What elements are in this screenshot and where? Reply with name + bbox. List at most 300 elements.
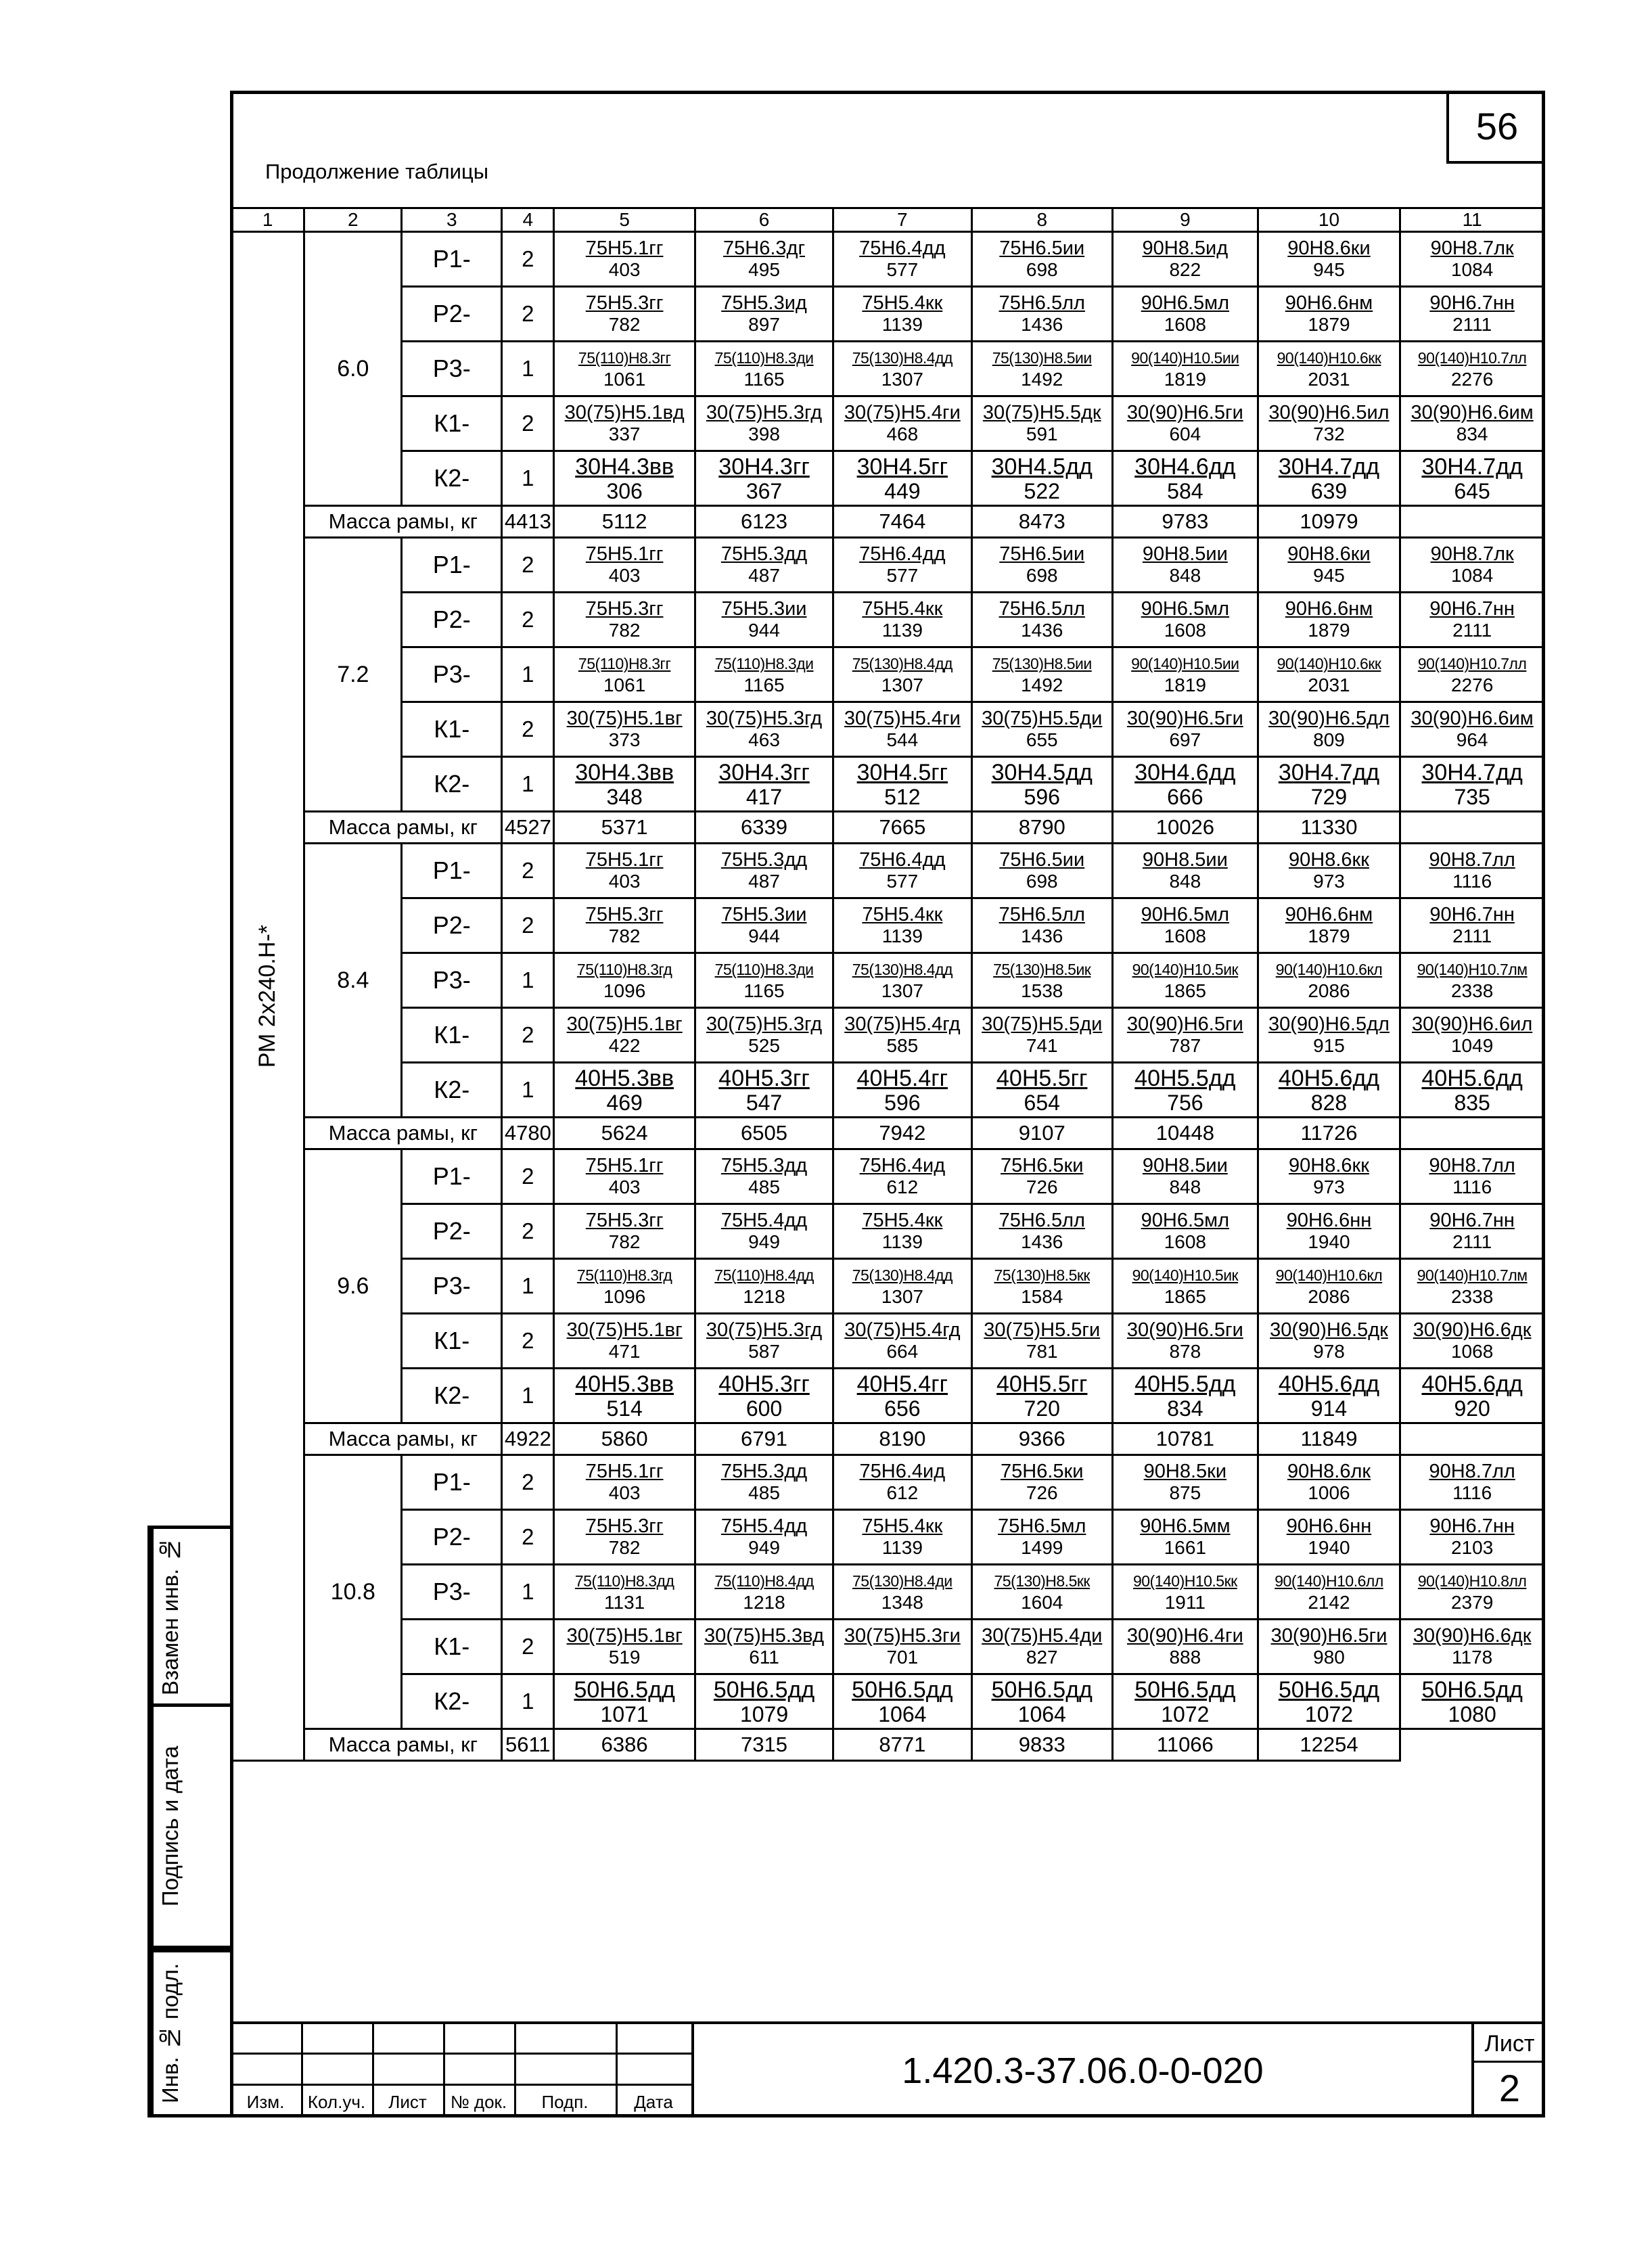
element-mark: 90(140)Н10.6лл [1275,1572,1383,1590]
element-mass: 1049 [1450,1035,1494,1056]
table-row [231,1565,1544,1620]
element-label: Р1- [402,538,502,593]
value-cell [1400,232,1544,287]
element-mark: 30Н4.3гг [718,454,810,480]
span-cell: 8.4 [304,844,402,1118]
element-mark: 30(75)Н5.5ди [982,708,1103,729]
element-mass: 782 [608,314,641,335]
element-label: К1- [402,1314,502,1369]
span-cell: 10.8 [304,1455,402,1729]
mass-value: 11066 [1112,1729,1258,1761]
element-mark: 75Н6.5мл [998,1515,1086,1537]
element-mass: 828 [1310,1091,1348,1115]
element-qty: 2 [502,232,554,287]
element-mass: 422 [608,1035,641,1056]
element-mark: 90(140)Н10.6кк [1277,349,1381,367]
element-mass: 1116 [1452,871,1492,892]
element-label: Р2- [402,898,502,953]
element-label: К2- [402,1674,502,1729]
table-row [231,1455,1544,1510]
element-mark: 90Н6.5мл [1141,1210,1230,1231]
element-mark: 75Н6.5ии [999,543,1085,565]
value-cell [971,1008,1112,1063]
element-mark: 40Н5.6дд [1421,1371,1523,1397]
value-cell [1400,1314,1544,1369]
element-mark: 75(130)Н8.4дд [852,655,953,672]
element-mark: 75Н6.3дг [723,237,806,259]
table-row [231,396,1544,451]
element-mass: 1116 [1452,1482,1492,1503]
element-mark: 40Н5.5дд [1134,1371,1236,1397]
value-cell [833,451,971,506]
element-mark: 40Н5.3вв [575,1371,674,1397]
header-cell: 10 [1258,208,1400,232]
value-cell [1112,702,1258,757]
value-cell [833,1063,971,1118]
table-row [231,647,1544,702]
value-cell [695,1674,833,1729]
element-mass: 945 [1313,259,1345,280]
element-mass: 525 [748,1035,780,1056]
element-mark: 40Н5.6дд [1278,1066,1380,1091]
element-mark: 50Н6.5дд [1278,1677,1380,1703]
element-mass: 348 [606,785,643,809]
mass-label: Масса рамы, кг [304,506,502,538]
element-mass: 1079 [739,1702,789,1726]
mass-label: Масса рамы, кг [304,1118,502,1149]
header-cell: 7 [833,208,971,232]
element-mass: 1492 [1021,674,1063,695]
sheet-number: 2 [1498,2067,1521,2109]
value-cell [1258,232,1400,287]
element-mark: 30(75)Н5.1вг [566,708,683,729]
element-mark: 90Н6.7нн [1429,1210,1515,1231]
table-caption: Продолжение таблицы [265,160,488,183]
element-mass: 978 [1313,1341,1345,1362]
element-mass: 697 [1169,729,1201,750]
element-mass: 1061 [603,674,646,695]
value-cell [1112,1455,1258,1510]
element-mark: 75Н6.5ки [1001,1155,1084,1176]
element-mark: 75(110)Н8.3гд [576,1266,672,1284]
element-mass: 827 [1026,1647,1058,1668]
element-mass: 600 [745,1396,783,1421]
element-mass: 367 [745,479,783,503]
value-cell [695,1259,833,1314]
element-mass: 664 [886,1341,919,1362]
title-block [230,2021,1545,2117]
element-mass: 848 [1169,1176,1201,1197]
element-mark: 30(75)Н5.1вг [566,1625,683,1647]
element-mass: 1218 [743,1286,785,1307]
table-row [231,451,1544,506]
element-mark: 30(75)Н5.5ги [984,1319,1101,1341]
value-cell [695,1455,833,1510]
element-mark: 90Н6.6нм [1285,904,1373,925]
element-mass: 1139 [881,925,923,946]
element-mark: 30(90)Н6.6им [1410,708,1534,729]
element-mark: 90(140)Н10.5ии [1131,655,1239,672]
element-mass: 1165 [743,674,785,695]
mass-value: 4780 [502,1118,554,1149]
value-cell [971,1314,1112,1369]
element-mark: 30(75)Н5.3гд [706,708,823,729]
element-mass: 645 [1454,479,1490,503]
element-mark: 90(140)Н10.7лм [1417,961,1528,978]
element-label: Р3- [402,953,502,1008]
mass-value: 6791 [695,1423,833,1455]
element-mass: 698 [1026,259,1058,280]
element-mark: 90Н6.7нн [1429,598,1515,620]
value-cell [1258,1565,1400,1620]
element-mass: 1307 [881,1286,923,1307]
element-label: К2- [402,451,502,506]
table-row [231,1063,1544,1118]
element-mark: 30(90)Н6.6им [1410,402,1534,423]
mass-row [231,1729,1544,1761]
element-mark: 75Н5.1гг [585,1155,664,1176]
element-mark: 30(90)Н6.5ги [1126,708,1243,729]
mass-value: 10448 [1112,1118,1258,1149]
element-mass: 720 [1024,1396,1060,1421]
value-cell [695,593,833,647]
value-cell [554,1565,695,1620]
element-mass: 1072 [1304,1702,1354,1726]
value-cell [695,1008,833,1063]
element-mark: 75(130)Н8.4дд [852,961,953,978]
value-cell [554,1314,695,1369]
element-mass: 1072 [1161,1702,1210,1726]
element-mark: 30Н4.5дд [991,760,1093,785]
value-cell [554,451,695,506]
element-mass: 781 [1026,1341,1058,1362]
value-cell [695,844,833,898]
table-row [231,538,1544,593]
element-mark: 90Н8.7лк [1430,543,1514,565]
value-cell [971,953,1112,1008]
element-mark: 40Н5.3гг [718,1371,810,1397]
element-mass: 2086 [1308,980,1350,1001]
value-cell [971,1149,1112,1204]
value-cell [833,1674,971,1729]
value-cell [1400,1063,1544,1118]
value-cell [971,287,1112,342]
element-mark: 30Н4.7дд [1421,760,1523,785]
element-mass: 1436 [1021,620,1063,641]
value-cell [1400,702,1544,757]
value-cell [695,953,833,1008]
element-mass: 1139 [881,620,923,641]
value-cell [1400,396,1544,451]
mass-value: 9833 [971,1729,1112,1761]
mass-label: Масса рамы, кг [304,1729,502,1761]
element-mass: 2086 [1308,1286,1350,1307]
element-mass: 1911 [1164,1592,1206,1613]
element-mass: 468 [886,423,919,444]
element-mass: 512 [884,785,921,809]
table-row [231,593,1544,647]
value-cell [1112,342,1258,396]
element-mark: 90Н8.5ии [1142,1155,1228,1176]
element-mark: 90(140)Н10.7лл [1417,349,1527,367]
element-mark: 30Н4.3вв [575,454,674,480]
value-cell [1112,1674,1258,1729]
element-qty: 2 [502,1455,554,1510]
element-mass: 1096 [603,1286,646,1307]
element-label: Р3- [402,342,502,396]
element-mark: 90Н8.6ки [1287,543,1371,565]
value-cell [833,1314,971,1369]
element-mark: 30(75)Н5.3гд [706,1013,823,1035]
mass-value: 8790 [971,812,1112,844]
sheet-label: Лист [1484,2031,1535,2057]
mass-value: 5624 [554,1118,695,1149]
header-cell: 3 [402,208,502,232]
element-mass: 2276 [1450,369,1494,390]
element-mass: 1608 [1164,620,1206,641]
value-cell [833,593,971,647]
element-mark: 90Н6.6нм [1285,292,1373,314]
element-mass: 577 [886,565,919,586]
element-mark: 90(140)Н10.8лл [1417,1572,1527,1590]
element-qty: 1 [502,757,554,812]
element-mass: 1492 [1021,369,1063,390]
value-cell [833,287,971,342]
element-mass: 2111 [1452,620,1492,641]
value-cell [1400,451,1544,506]
element-mass: 735 [1454,785,1490,809]
element-mass: 656 [884,1396,921,1421]
element-mass: 782 [608,1231,641,1252]
header-cell: 5 [554,208,695,232]
element-mark: 75Н5.1гг [585,1461,664,1482]
element-mark: 75(130)Н8.4ди [852,1572,953,1590]
header-row [231,208,1544,232]
mass-value: 5112 [554,506,695,538]
element-mass: 945 [1313,565,1345,586]
mass-label: Масса рамы, кг [304,812,502,844]
element-mass: 1608 [1164,314,1206,335]
value-cell [1258,953,1400,1008]
element-mass: 949 [748,1231,780,1252]
element-mark: 75Н6.5лл [999,1210,1085,1231]
element-mass: 403 [608,1176,641,1197]
value-cell [971,1204,1112,1259]
element-mark: 30(75)Н5.4ги [844,708,961,729]
mass-value: 12254 [1258,1729,1400,1761]
element-mass: 1307 [881,369,923,390]
element-mass: 1068 [1450,1341,1494,1362]
element-mass: 1061 [603,369,646,390]
element-mass: 897 [748,314,780,335]
element-mark: 50Н6.5дд [713,1677,815,1703]
element-mark: 90Н6.6нн [1286,1210,1372,1231]
header-cell: 9 [1112,208,1258,232]
value-cell [1400,1149,1544,1204]
value-cell [1258,1369,1400,1423]
element-mass: 2338 [1450,980,1494,1001]
value-cell [695,702,833,757]
value-cell [554,593,695,647]
value-cell [1112,1204,1258,1259]
table-row [231,757,1544,812]
element-mass: 469 [606,1091,643,1115]
element-mass: 1006 [1308,1482,1350,1503]
element-mass: 848 [1169,565,1201,586]
value-cell [1112,757,1258,812]
element-mass: 1307 [881,674,923,695]
element-mark: 75Н5.3ии [721,904,807,925]
element-label: К1- [402,1008,502,1063]
value-cell [1112,1620,1258,1674]
value-cell [1400,1204,1544,1259]
mass-value: 9107 [971,1118,1112,1149]
mass-row [231,812,1544,844]
value-cell [1258,898,1400,953]
element-mark: 90(140)Н10.5ик [1132,1266,1239,1284]
element-mass: 878 [1169,1341,1201,1362]
element-label: Р1- [402,232,502,287]
element-mark: 40Н5.5гг [996,1371,1088,1397]
mass-row [231,1118,1544,1149]
value-cell [554,1510,695,1565]
value-cell [1112,1149,1258,1204]
mass-value: 11726 [1258,1118,1400,1149]
element-mass: 449 [884,479,921,503]
element-mass: 2142 [1308,1592,1350,1613]
value-cell [971,593,1112,647]
value-cell [1400,1565,1544,1620]
mass-value: 7942 [833,1118,971,1149]
element-mass: 1165 [743,980,785,1001]
element-mark: 90Н8.7лл [1429,1461,1515,1482]
value-cell [833,396,971,451]
element-mark: 75Н6.5ки [1001,1461,1084,1482]
element-mark: 75(130)Н8.5ии [992,349,1092,367]
element-mark: 30Н4.6дд [1134,454,1236,480]
element-qty: 2 [502,1204,554,1259]
element-mark: 90(140)Н10.5ии [1131,349,1239,367]
value-cell [1400,1620,1544,1674]
value-cell [1112,898,1258,953]
element-mass: 487 [748,871,780,892]
element-mass: 698 [1026,871,1058,892]
element-mark: 75Н6.4ид [859,1155,946,1176]
element-mark: 90Н8.5ид [1142,237,1229,259]
element-mark: 90Н6.5мл [1141,598,1230,620]
value-cell [554,1455,695,1510]
mass-value: 4527 [502,812,554,844]
element-qty: 2 [502,1510,554,1565]
side-stamp-replacement [147,1526,230,1707]
element-mark: 40Н5.4гг [856,1371,948,1397]
element-mass: 403 [608,871,641,892]
value-cell [1400,1455,1544,1510]
value-cell [695,1510,833,1565]
element-mass: 585 [886,1035,919,1056]
element-mark: 75Н5.3ии [721,598,807,620]
element-mark: 90Н8.5ии [1142,543,1228,565]
element-mark: 75(130)Н8.5кк [994,1266,1090,1284]
element-mark: 75Н5.1гг [585,543,664,565]
table-row [231,1314,1544,1369]
table-row [231,232,1544,287]
element-mark: 40Н5.5гг [996,1066,1088,1091]
value-cell [1112,1259,1258,1314]
element-mass: 577 [886,871,919,892]
element-mass: 2111 [1452,314,1492,335]
element-label: К1- [402,702,502,757]
element-mark: 75Н5.3гг [585,1210,664,1231]
mass-value: 9783 [1112,506,1258,538]
mass-value: 7315 [695,1729,833,1761]
span-cell: 7.2 [304,538,402,812]
element-mass: 2276 [1450,674,1494,695]
value-cell [695,647,833,702]
table-row [231,342,1544,396]
value-cell [695,1149,833,1204]
value-cell [1112,538,1258,593]
mass-value: 8190 [833,1423,971,1455]
value-cell [1400,1674,1544,1729]
element-qty: 2 [502,1620,554,1674]
value-cell [833,1369,971,1423]
element-mass: 973 [1313,1176,1345,1197]
element-label: Р2- [402,1510,502,1565]
element-mark: 90Н8.7лл [1429,849,1515,871]
value-cell [833,1565,971,1620]
element-mass: 980 [1313,1647,1345,1668]
value-cell [833,757,971,812]
element-mass: 2031 [1308,674,1350,695]
element-mark: 50Н6.5дд [1134,1677,1236,1703]
element-qty: 2 [502,593,554,647]
element-mark: 30(90)Н6.5дк [1270,1319,1388,1341]
element-mass: 398 [748,423,780,444]
element-mark: 75Н5.4кк [862,292,943,314]
value-cell [1258,1510,1400,1565]
element-mark: 40Н5.6дд [1278,1371,1380,1397]
element-mark: 50Н6.5дд [991,1677,1093,1703]
value-cell [554,342,695,396]
mass-value: 7665 [833,812,971,844]
value-cell [1112,451,1258,506]
header-cell: 11 [1400,208,1544,232]
element-mark: 30(90)Н6.5ги [1270,1625,1387,1647]
element-mark: 30(90)Н6.5ги [1126,402,1243,423]
value-cell [554,647,695,702]
value-cell [1258,1620,1400,1674]
element-mark: 30(75)Н5.3гд [706,402,823,423]
header-cell: 8 [971,208,1112,232]
side-label-signature: Подпись и дата [151,1707,187,1946]
element-mark: 40Н5.3вв [575,1066,674,1091]
element-mass: 726 [1026,1482,1058,1503]
element-mass: 1879 [1308,314,1350,335]
value-cell [1258,647,1400,702]
element-mark: 50Н6.5дд [574,1677,675,1703]
value-cell [1112,1063,1258,1118]
element-mark: 75(130)Н8.4дд [852,349,953,367]
element-mark: 30(75)Н5.3ги [844,1625,961,1647]
mass-value: 4413 [502,506,554,538]
element-mark: 90Н8.5ки [1143,1461,1227,1482]
mass-row [231,1423,1544,1455]
element-mark: 30Н4.6дд [1134,760,1236,785]
element-mass: 848 [1169,871,1201,892]
element-mark: 30(75)Н5.3вд [704,1625,825,1647]
element-mass: 519 [608,1647,641,1668]
